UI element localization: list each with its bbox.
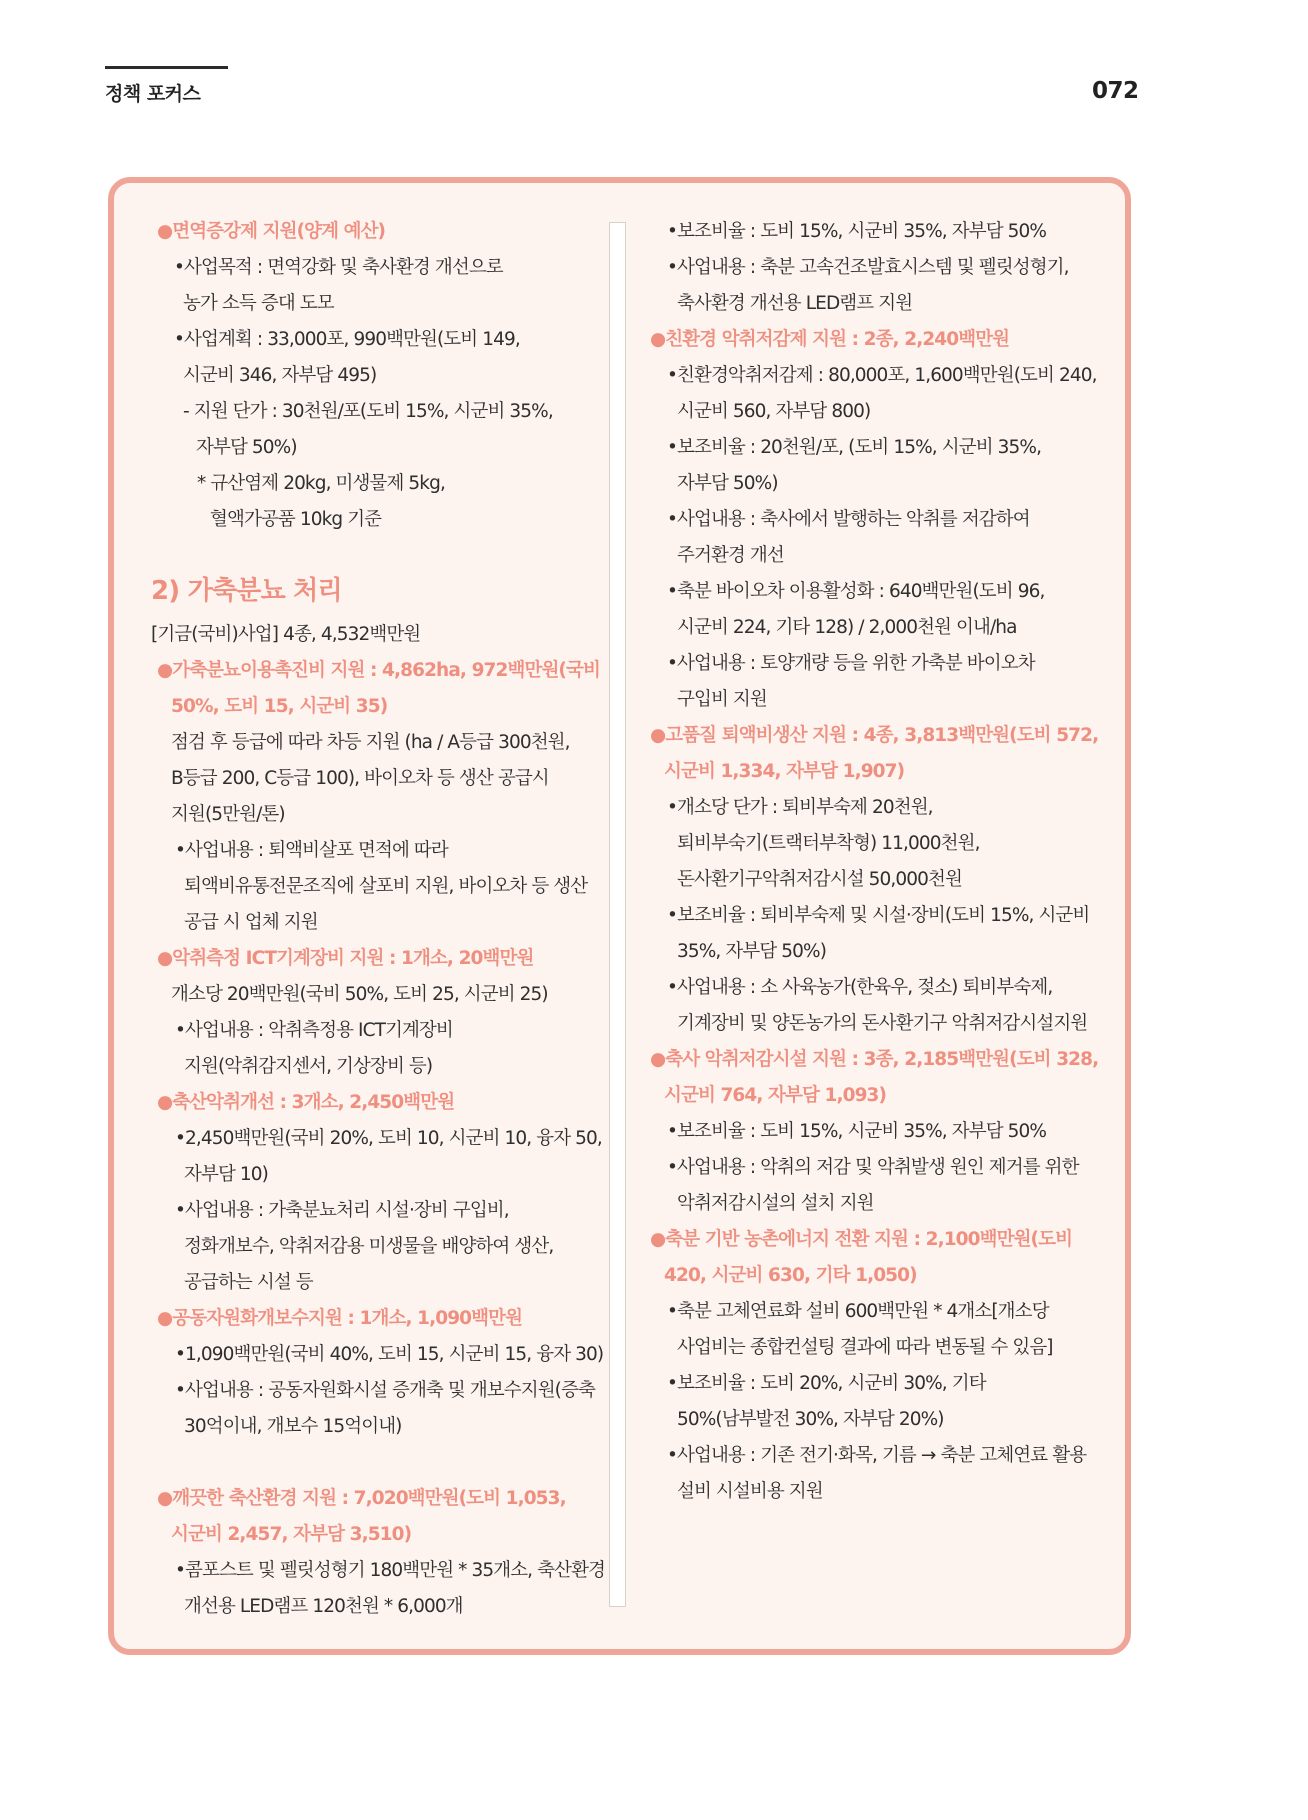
item-line: 지원(5만원/톤) xyxy=(171,804,285,825)
item-heading: 시군비 2,457, 자부담 3,510) xyxy=(171,1524,412,1545)
item-line: 퇴비부숙기(트랙터부착형) 11,000천원, xyxy=(677,833,980,854)
item-line: - 지원 단가 : 30천원/포(도비 15%, 시군비 35%, xyxy=(183,401,553,422)
item-line: •보조비율 : 도비 20%, 시군비 30%, 기타 xyxy=(667,1373,986,1394)
item-heading: 50%, 도비 15, 시군비 35) xyxy=(171,696,388,717)
item-line: •축분 고체연료화 설비 600백만원 * 4개소[개소당 xyxy=(667,1301,1049,1322)
item-heading: ●가축분뇨이용촉진비 지원 : 4,862ha, 972백만원(국비 xyxy=(157,660,600,681)
item-line: •2,450백만원(국비 20%, 도비 10, 시군비 10, 융자 50, xyxy=(175,1128,602,1149)
item-line: 시군비 560, 자부담 800) xyxy=(677,401,871,422)
item-heading: 420, 시군비 630, 기타 1,050) xyxy=(664,1265,917,1286)
item-line: [기금(국비)사업] 4종, 4,532백만원 xyxy=(151,624,421,645)
item-heading: ●악취측정 ICT기계장비 지원 : 1개소, 20백만원 xyxy=(157,948,534,969)
item-line: •콤포스트 및 펠릿성형기 180백만원 * 35개소, 축산환경 xyxy=(175,1560,606,1581)
item-line: 시군비 224, 기타 128) / 2,000천원 이내/ha xyxy=(677,617,1017,638)
item-heading: ●축사 악취저감시설 지원 : 3종, 2,185백만원(도비 328, xyxy=(650,1049,1099,1070)
item-line: 주거환경 개선 xyxy=(677,545,784,566)
item-line: •개소당 단가 : 퇴비부숙제 20천원, xyxy=(667,797,933,818)
item-heading: ●면역증강제 지원(양계 예산) xyxy=(157,221,386,242)
item-line: 공급하는 시설 등 xyxy=(184,1272,313,1293)
item-line: •사업내용 : 소 사육농가(한육우, 젖소) 퇴비부숙제, xyxy=(667,977,1053,998)
page-number: 072 xyxy=(1092,78,1139,104)
item-line: •친환경악취저감제 : 80,000포, 1,600백만원(도비 240, xyxy=(667,365,1097,386)
item-line: 공급 시 업체 지원 xyxy=(184,912,318,933)
item-line: 점검 후 등급에 따라 차등 지원 (ha / A등급 300천원, xyxy=(171,732,570,753)
item-heading: ●친환경 악취저감제 지원 : 2종, 2,240백만원 xyxy=(650,329,1010,350)
item-line: •보조비율 : 퇴비부숙제 및 시설·장비(도비 15%, 시군비 xyxy=(667,905,1090,926)
item-line: •사업내용 : 토양개량 등을 위한 가축분 바이오차 xyxy=(667,653,1035,674)
item-line: 자부담 10) xyxy=(184,1164,268,1185)
item-line: 50%(남부발전 30%, 자부담 20%) xyxy=(677,1409,944,1430)
item-line: •사업내용 : 악취의 저감 및 악취발생 원인 제거를 위한 xyxy=(667,1157,1079,1178)
item-line: •사업내용 : 공동자원화시설 증개축 및 개보수지원(증축 xyxy=(175,1380,595,1401)
item-heading: ●고품질 퇴액비생산 지원 : 4종, 3,813백만원(도비 572, xyxy=(650,725,1099,746)
item-line: •사업계획 : 33,000포, 990백만원(도비 149, xyxy=(174,329,520,350)
item-line: •1,090백만원(국비 40%, 도비 15, 시군비 15, 융자 30) xyxy=(175,1344,604,1365)
item-line: 기계장비 및 양돈농가의 돈사환기구 악취저감시설지원 xyxy=(677,1013,1088,1034)
item-line: •사업내용 : 악취측정용 ICT기계장비 xyxy=(175,1020,453,1041)
item-heading: ●축산악취개선 : 3개소, 2,450백만원 xyxy=(157,1092,455,1113)
item-line: •보조비율 : 20천원/포, (도비 15%, 시군비 35%, xyxy=(667,437,1042,458)
item-line: 자부담 50%) xyxy=(677,473,778,494)
item-line: 퇴액비유통전문조직에 살포비 지원, 바이오차 등 생산 xyxy=(184,876,588,897)
header-rule xyxy=(105,66,228,69)
item-line: 개선용 LED램프 120천원 * 6,000개 xyxy=(184,1596,463,1617)
item-line: •사업내용 : 기존 전기·화목, 기름 → 축분 고체연료 활용 xyxy=(667,1445,1087,1466)
column-divider xyxy=(609,222,626,1607)
item-line: •사업내용 : 퇴액비살포 면적에 따라 xyxy=(175,840,448,861)
item-line: 30억이내, 개보수 15억이내) xyxy=(184,1416,402,1437)
section-heading: 2) 가축분뇨 처리 xyxy=(151,576,342,606)
item-line: 돈사환기구악취저감시설 50,000천원 xyxy=(677,869,962,890)
item-line: 지원(악취감지센서, 기상장비 등) xyxy=(184,1056,433,1077)
item-line: 사업비는 종합컨설팅 결과에 따라 변동될 수 있음] xyxy=(677,1337,1053,1358)
item-line: •사업내용 : 축사에서 발행하는 악취를 저감하여 xyxy=(667,509,1030,530)
item-line: 설비 시설비용 지원 xyxy=(677,1481,823,1502)
item-line: 개소당 20백만원(국비 50%, 도비 25, 시군비 25) xyxy=(171,984,548,1005)
item-line: 악취저감시설의 설치 지원 xyxy=(677,1193,874,1214)
item-line: •사업내용 : 축분 고속건조발효시스템 및 펠릿성형기, xyxy=(667,257,1069,278)
item-heading: ●축분 기반 농촌에너지 전환 지원 : 2,100백만원(도비 xyxy=(650,1229,1073,1250)
item-line: 35%, 자부담 50%) xyxy=(677,941,827,962)
item-heading: 시군비 1,334, 자부담 1,907) xyxy=(664,761,905,782)
item-line: 정화개보수, 악취저감용 미생물을 배양하여 생산, xyxy=(184,1236,554,1257)
item-line: •축분 바이오차 이용활성화 : 640백만원(도비 96, xyxy=(667,581,1045,602)
item-line: •사업목적 : 면역강화 및 축사환경 개선으로 xyxy=(174,257,503,278)
item-line: 시군비 346, 자부담 495) xyxy=(183,365,377,386)
item-line: •보조비율 : 도비 15%, 시군비 35%, 자부담 50% xyxy=(667,1121,1047,1142)
item-line: 혈액가공품 10kg 기준 xyxy=(210,509,382,530)
item-line: 구입비 지원 xyxy=(677,689,767,710)
item-line: * 규산염제 20kg, 미생물제 5kg, xyxy=(197,473,445,494)
item-line: •보조비율 : 도비 15%, 시군비 35%, 자부담 50% xyxy=(667,221,1047,242)
item-line: 농가 소득 증대 도모 xyxy=(183,293,334,314)
section-label: 정책 포커스 xyxy=(105,83,201,105)
item-line: B등급 200, C등급 100), 바이오차 등 생산 공급시 xyxy=(171,768,549,789)
item-heading: ●깨끗한 축산환경 지원 : 7,020백만원(도비 1,053, xyxy=(157,1488,566,1509)
item-line: 축사환경 개선용 LED램프 지원 xyxy=(677,293,913,314)
item-line: 자부담 50%) xyxy=(196,437,297,458)
item-line: •사업내용 : 가축분뇨처리 시설·장비 구입비, xyxy=(175,1200,509,1221)
item-heading: ●공동자원화개보수지원 : 1개소, 1,090백만원 xyxy=(157,1308,523,1329)
item-heading: 시군비 764, 자부담 1,093) xyxy=(664,1085,887,1106)
